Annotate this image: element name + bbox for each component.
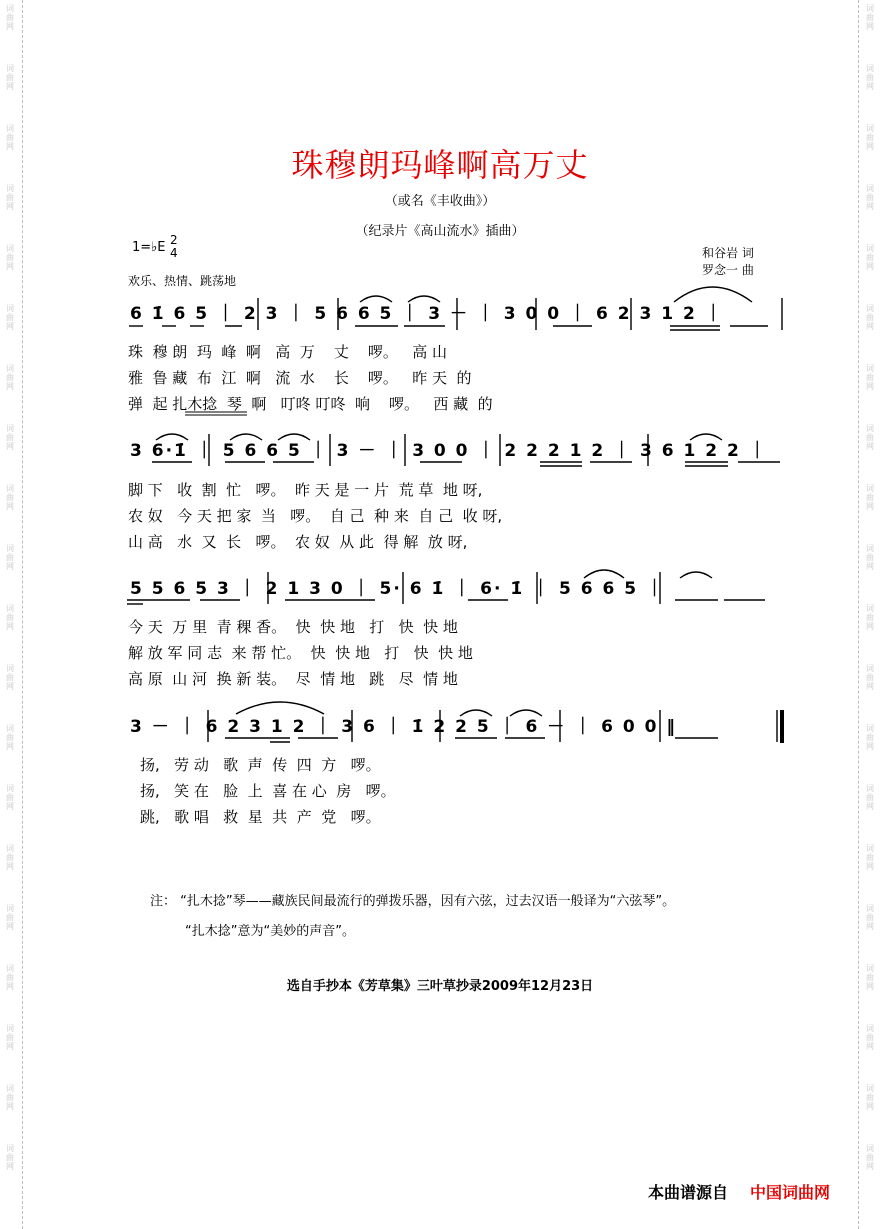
lyrics-row-4-verse-2: 扬, 笑 在 脸 上 喜 在 心 房 啰。 (140, 782, 396, 800)
watermark-text: 词 曲 网 (866, 1144, 874, 1171)
lyrics-row-2-verse-1: 脚 下 收 割 忙 啰。 昨 天 是 一 片 荒 草 地 呀, (128, 481, 483, 499)
lyricist-credit: 和谷岩 词 (702, 246, 754, 260)
song-title: 珠穆朗玛峰啊高万丈 (291, 146, 589, 184)
lyrics-row-1-verse-3: 弹 起 扎木捻 琴 啊 叮咚 叮咚 响 啰。 西 藏 的 (128, 395, 493, 413)
watermark-text: 词 曲 网 (866, 64, 874, 91)
tempo-marking: 欢乐、热情、跳荡地 (128, 274, 237, 288)
lyrics-row-4-verse-1: 扬, 劳 动 歌 声 传 四 方 啰。 (140, 756, 381, 774)
time-signature: 2 4 (170, 233, 178, 260)
notation-row-2: 3 6·1̇ ｜ 5 6 6 5 ｜ 3 － ｜ 3 0 0 ｜ 2 2 2 1 2 ｜ 3 6 1 2 2 ｜ (130, 441, 768, 461)
watermark-text: 词 曲 网 (6, 664, 14, 691)
notation-row-1: 6 1̇ 6 5 ｜ 2 3 ｜ 5 6 6 5 ｜ 3 － ｜ 3 0 0 ｜ 6 2 3 1 2 ｜ (130, 304, 724, 324)
watermark-text: 词 曲 网 (866, 1084, 874, 1111)
watermark-text: 词 曲 网 (6, 964, 14, 991)
footnote-line-1: 注： “扎木捻”琴——藏族民间最流行的弹拨乐器，因有六弦，过去汉语一般译为“六弦琴”。 (150, 894, 676, 909)
site-credit (648, 1180, 830, 1203)
watermark-text: 词 曲 网 (866, 184, 874, 211)
watermark-text: 词 曲 网 (866, 244, 874, 271)
watermark-text: 词 曲 网 (6, 724, 14, 751)
watermark-text: 词 曲 网 (6, 64, 14, 91)
watermark-text: 词 曲 网 (866, 424, 874, 451)
watermark-text: 词 曲 网 (6, 364, 14, 391)
lyrics-row-3-verse-3: 高 原 山 河 换 新 装。 尽 情 地 跳 尽 情 地 (128, 670, 458, 688)
watermark-text: 词 曲 网 (6, 784, 14, 811)
watermark-text: 词 曲 网 (866, 604, 874, 631)
site-credit-label: 本曲谱源自 (648, 1183, 729, 1202)
watermark-text: 词 曲 网 (866, 904, 874, 931)
site-link[interactable]: 中国词曲网 (750, 1183, 831, 1202)
watermark-text: 词 曲 网 (866, 724, 874, 751)
watermark-text: 词 曲 网 (866, 124, 874, 151)
lyrics-row-4-verse-3: 跳, 歌 唱 救 星 共 产 党 啰。 (140, 808, 381, 826)
watermark-text: 词 曲 网 (6, 1024, 14, 1051)
lyrics-row-2-verse-3: 山 高 水 又 长 啰。 农 奴 从 此 得 解 放 呀, (128, 533, 468, 551)
watermark-text: 词 曲 网 (6, 904, 14, 931)
watermark-text: 词 曲 网 (866, 964, 874, 991)
lyrics-row-3-verse-2: 解 放 军 同 志 来 帮 忙。 快 快 地 打 快 快 地 (128, 644, 473, 662)
transcription-source: 选自手抄本《芳草集》三叶草抄录2009年12月23日 (286, 979, 594, 994)
lyrics-row-2-verse-2: 农 奴 今 天 把 家 当 啰。 自 己 种 来 自 己 收 呀, (128, 507, 503, 525)
watermark-text: 词 曲 网 (6, 1084, 14, 1111)
notation-row-3: 5 5 6 5 3 ｜ 2 1 3 0 ｜ 5· 6 1̇ ｜ 6· 1̇ ｜ 5 6 6 5 ｜ (130, 579, 666, 599)
alternate-title: （或名《丰收曲》） (384, 194, 496, 209)
watermark-text: 词 曲 网 (6, 424, 14, 451)
watermark-text: 词 曲 网 (6, 1144, 14, 1171)
watermark-text: 词 曲 网 (6, 304, 14, 331)
watermark-text: 词 曲 网 (6, 124, 14, 151)
watermark-text: 词 曲 网 (866, 484, 874, 511)
watermark-text: 词 曲 网 (6, 844, 14, 871)
footnote-line-2: “扎木捻”意为“美妙的声音”。 (185, 924, 355, 939)
watermark-text: 词 曲 网 (866, 844, 874, 871)
notation-row-4: 3 － ｜ 6 2 3 1 2 ｜ 3 6 ｜ 1̇ 2 2 5 ｜ 6 － ｜ 6 0 0 ‖ (130, 717, 677, 737)
watermark-text: 词 曲 网 (866, 544, 874, 571)
watermark-text: 词 曲 网 (866, 1024, 874, 1051)
watermark-text: 词 曲 网 (866, 364, 874, 391)
watermark-text: 词 曲 网 (6, 604, 14, 631)
watermark-text: 词 曲 网 (866, 784, 874, 811)
watermark-text: 词 曲 网 (866, 4, 874, 31)
watermark-text: 词 曲 网 (866, 664, 874, 691)
watermark-text: 词 曲 网 (6, 544, 14, 571)
watermark-text: 词 曲 网 (6, 484, 14, 511)
lyrics-row-1-verse-1: 珠 穆 朗 玛 峰 啊 高 万 丈 啰。 高 山 (128, 343, 447, 361)
watermark-text: 词 曲 网 (6, 184, 14, 211)
lyrics-row-3-verse-1: 今 天 万 里 青 稞 香。 快 快 地 打 快 快 地 (128, 618, 458, 636)
watermark-text: 词 曲 网 (6, 244, 14, 271)
composer-credit: 罗念一 曲 (702, 263, 754, 277)
film-credit: （纪录片《高山流水》插曲） (355, 224, 525, 239)
lyrics-row-1-verse-2: 雅 鲁 藏 布 江 啊 流 水 长 啰。 昨 天 的 (128, 369, 472, 387)
watermark-text: 词 曲 网 (866, 304, 874, 331)
watermark-text: 词 曲 网 (6, 4, 14, 31)
key-signature: 1=♭E (132, 240, 166, 255)
